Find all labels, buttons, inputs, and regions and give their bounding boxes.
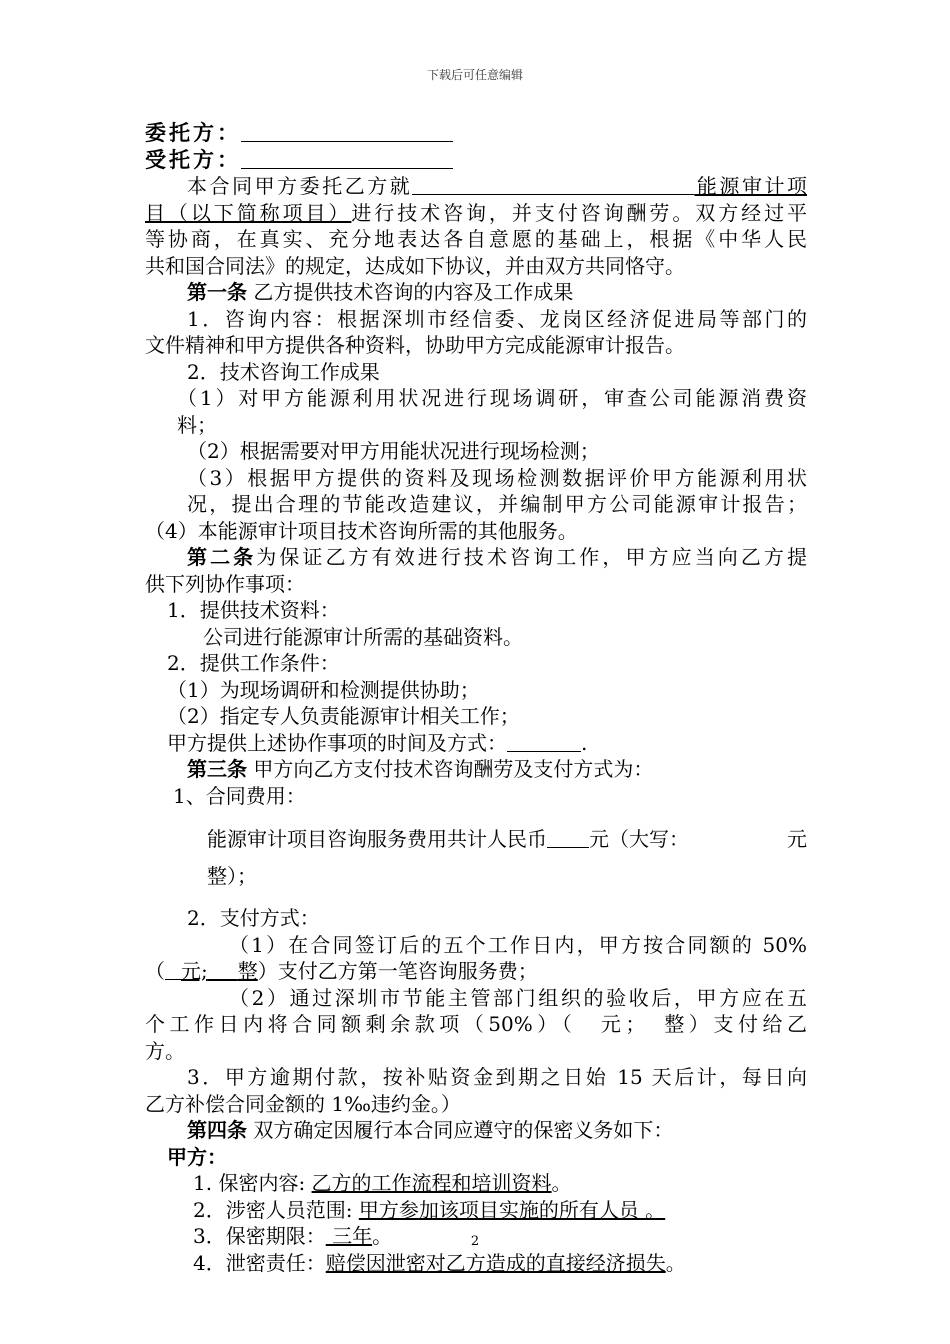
art1-sub3-b: 况，提出合理的节能改造建议，并编制甲方公司能源审计报告； — [187, 492, 807, 516]
client-blank[interactable] — [241, 121, 453, 142]
client-label: 委托方： — [145, 120, 241, 145]
article-number: 第二条 — [187, 545, 257, 569]
fee-text: 元（大写： — [589, 827, 689, 851]
art3-item1: 1、合同费用： — [173, 783, 306, 808]
page-header: 下载后可任意编辑 — [426, 68, 523, 82]
art2-sub1: （1）为现场调研和检测提供协助； — [167, 677, 480, 702]
clause-label: 3．保密期限： — [193, 1224, 326, 1248]
art1-sub2: （2）根据需要对甲方用能状况进行现场检测； — [187, 439, 600, 463]
clause-value: 赔偿因泄密对乙方造成的直接经济损失 — [325, 1250, 666, 1275]
art2-sub2: （2）指定专人负责能源审计相关工作； — [167, 704, 520, 728]
art4-clause4 — [145, 1250, 807, 1277]
intro-line-2 — [145, 200, 807, 227]
pay1-words-blank[interactable] — [208, 959, 238, 983]
art1-item2: 2．技术咨询工作成果 — [187, 359, 380, 384]
art3-item3-b: 乙方补偿合同金额的 1‰违约金。） — [145, 1091, 461, 1116]
art3-pay2-a: （2）通过深圳市节能主管部门组织的验收后，甲方应在五 — [229, 985, 807, 1010]
project-name: 能源审计项 — [694, 174, 808, 198]
article-heading: 乙方提供技术咨询的内容及工作成果 — [253, 280, 574, 304]
art3-pay1-b — [145, 958, 807, 985]
contractor-blank[interactable] — [241, 148, 453, 169]
art4-clause2 — [145, 1197, 807, 1224]
clause-value: 乙方的工作流程和培训资料 — [311, 1171, 552, 1195]
intro-text: 本合同甲方委托乙方就 — [187, 174, 413, 198]
art2-cont: 供下列协作事项： — [145, 571, 305, 596]
project-name-cont: 目（以下简称项目） — [145, 200, 352, 225]
article-heading: 为保证乙方有效进行技术咨询工作，甲方应当向乙方提 — [256, 545, 808, 569]
art1-item1-a: 1．咨询内容：根据深圳市经信委、龙岗区经济促进局等部门的 — [187, 306, 807, 331]
clause-end: 。 — [665, 1250, 686, 1275]
art1-sub1-b: 料； — [177, 412, 217, 437]
pay-text: （ — [145, 959, 165, 983]
contract-body — [145, 120, 807, 1276]
art2-item2: 2．提供工作条件： — [167, 651, 340, 675]
art1-sub4: （4）本能源审计项目技术咨询所需的其他服务。 — [145, 518, 578, 543]
time-end: . — [581, 730, 588, 755]
fee-text: 能源审计项目咨询服务费用共计人民币 — [207, 827, 547, 851]
clause-label: 2．涉密人员范围: — [193, 1197, 359, 1222]
time-label: 甲方提供上述协作事项的时间及方式： — [167, 730, 507, 755]
article-number: 第一条 — [187, 280, 247, 304]
project-blank[interactable] — [412, 174, 694, 195]
clause-label: 1. 保密内容: — [193, 1171, 312, 1195]
clause-end: 。 — [372, 1224, 393, 1248]
clause-label: 4．泄密责任： — [193, 1250, 326, 1275]
article-heading: 双方确定因履行本合同应遵守的保密义务如下： — [253, 1118, 674, 1142]
art2-time — [145, 730, 807, 757]
art3-fee-line — [145, 819, 807, 859]
fee-text: 元 — [787, 827, 807, 851]
article-4-title — [145, 1117, 807, 1144]
article-1-title — [145, 279, 807, 306]
art3-fee-end: 整）； — [207, 864, 257, 888]
intro-line-3: 等协商，在真实、充分地表达各自意愿的基础上，根据《中华人民 — [145, 227, 807, 251]
art2-item1: 1．提供技术资料： — [167, 598, 340, 622]
article-2-title — [145, 544, 807, 571]
art1-item1-b: 文件精神和甲方提供各种资料，协助甲方完成能源审计报告。 — [145, 333, 685, 357]
art3-pay2-b: 个工作日内将合同额剩余款项（50%）（ 元； 整）支付给乙 — [145, 1012, 807, 1036]
intro-line-1 — [145, 173, 807, 200]
intro-text: 进行技术咨询，并支付咨询酬劳。双方经过平 — [351, 200, 808, 225]
clause-value: 三年 — [325, 1224, 373, 1248]
pay1-amount-blank[interactable] — [165, 959, 181, 980]
pay-text: 整 — [237, 959, 258, 983]
article-number: 第四条 — [187, 1118, 247, 1142]
art3-item2: 2．支付方式： — [187, 906, 320, 930]
client-line — [145, 120, 807, 147]
art3-pay1-a: （1）在合同签订后的五个工作日内，甲方按合同额的 50% — [229, 932, 807, 957]
clause-end: 。 — [551, 1171, 572, 1195]
art1-sub3-a: （3）根据甲方提供的资料及现场检测数据评价甲方能源利用状 — [187, 465, 807, 490]
article-3-title — [145, 756, 807, 783]
art1-sub1-a: （1）对甲方能源利用状况进行现场调研，审查公司能源消费资 — [177, 386, 807, 410]
art3-item3-a: 3．甲方逾期付款，按补贴资金到期之日始 15 天后计，每日向 — [187, 1065, 807, 1089]
art4-clause1 — [145, 1170, 807, 1197]
page-number: 2 — [470, 1234, 480, 1249]
art3-pay2-c: 方。 — [145, 1038, 185, 1063]
time-blank[interactable] — [507, 731, 581, 752]
contractor-label: 受托方： — [145, 146, 241, 172]
pay-text: ）支付乙方第一笔咨询服务费； — [257, 959, 538, 983]
contractor-line — [145, 147, 807, 174]
fee-amount-blank[interactable] — [547, 827, 589, 848]
article-number: 第三条 — [187, 757, 247, 781]
article-heading: 甲方向乙方支付技术咨询酬劳及支付方式为： — [253, 757, 654, 781]
art4-party: 甲方： — [167, 1144, 227, 1169]
pay-text: 元; — [181, 959, 208, 983]
intro-line-4: 共和国合同法》的规定，达成如下协议，并由双方共同恪守。 — [145, 253, 685, 278]
clause-value: 甲方参加该项目实施的所有人员 。 — [358, 1197, 666, 1222]
art2-item1-text: 公司进行能源审计所需的基础资料。 — [203, 624, 523, 649]
